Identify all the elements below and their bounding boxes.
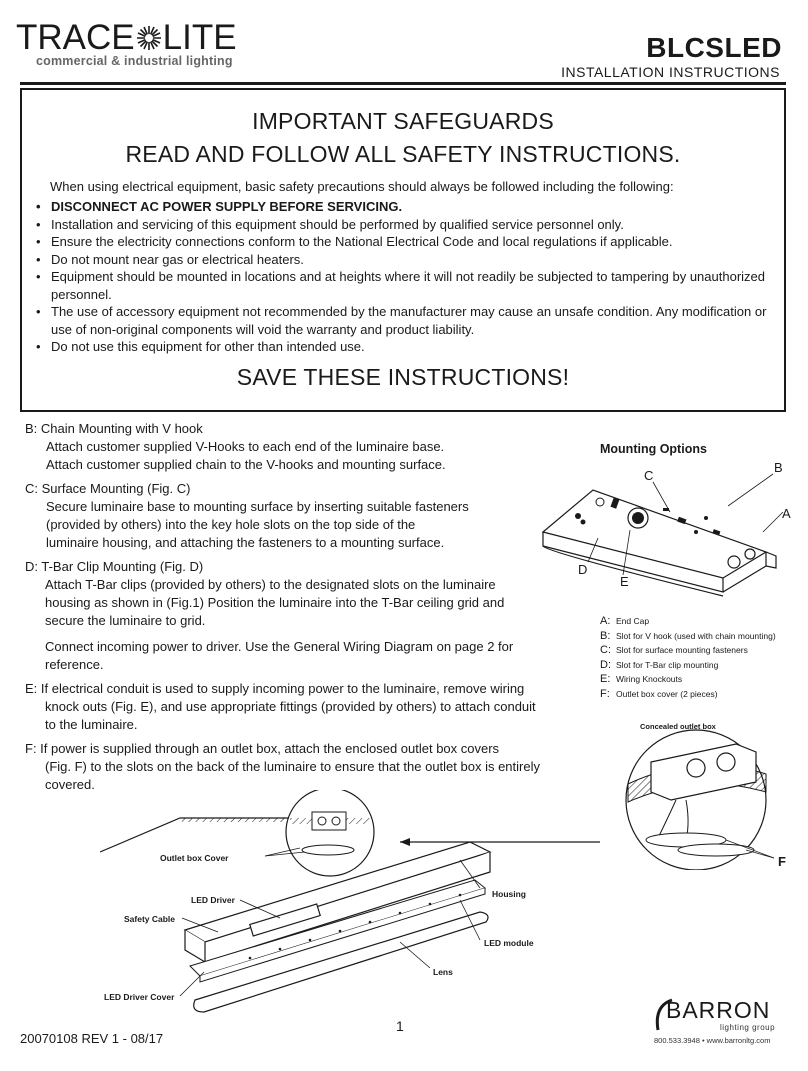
label-outlet-box-cover: Outlet box Cover <box>160 853 229 863</box>
brand-right: LITE <box>162 18 237 57</box>
document-type: INSTALLATION INSTRUCTIONS <box>561 64 780 80</box>
safeguards-intro: When using electrical equipment, basic safety precautions should always be followed including the following: <box>50 179 674 194</box>
section-c-line: (provided by others) into the key hole slots on the top side of the <box>46 517 416 532</box>
section-b <box>25 420 595 474</box>
concealed-outlet-box-label: Concealed outlet box <box>640 722 716 731</box>
section-c-title: C: Surface Mounting (Fig. C) <box>25 481 191 496</box>
label-lens: Lens <box>433 967 453 977</box>
section-e <box>25 680 595 734</box>
mounting-legend <box>600 614 776 701</box>
callout-e: E <box>620 574 629 589</box>
company-subtitle: lighting group <box>720 1023 776 1032</box>
callout-c: C <box>644 468 654 483</box>
safeguards-title: IMPORTANT SAFEGUARDS <box>252 108 554 134</box>
mounting-instructions <box>25 420 595 800</box>
page-number: 1 <box>396 1018 404 1034</box>
callout-d: D <box>578 562 588 577</box>
section-c <box>25 480 595 552</box>
safeguard-item: • Do not use this equipment for other than intended use. <box>36 338 776 356</box>
section-e-line: to the luminaire. <box>45 717 138 732</box>
model-number: BLCSLED <box>646 32 782 63</box>
company-name: BARRON <box>666 997 771 1023</box>
section-e-line: knock outs (Fig. E), and use appropriate fittings (provided by others) to attach conduit <box>45 699 536 714</box>
legend-item: A: End Cap <box>600 615 650 627</box>
legend-item: D: Slot for T-Bar clip mounting <box>600 658 719 671</box>
safeguard-item: • Do not mount near gas or electrical heaters. <box>36 251 776 269</box>
label-led-driver-cover: LED Driver Cover <box>104 992 175 1002</box>
section-b-title: B: Chain Mounting with V hook <box>25 421 203 436</box>
section-d-line: secure the luminaire to grid. <box>45 613 206 628</box>
brand-logo <box>16 20 256 68</box>
mounting-options-title: Mounting Options <box>600 442 707 456</box>
contact-info: 800.533.3948 • www.barronltg.com <box>654 1036 771 1045</box>
section-d-line: reference. <box>45 657 104 672</box>
label-led-module: LED module <box>484 938 534 948</box>
safeguards-list <box>36 198 776 356</box>
starburst-icon <box>136 25 162 51</box>
section-d-title: D: T-Bar Clip Mounting (Fig. D) <box>25 559 204 574</box>
section-f-line: covered. <box>45 777 95 792</box>
safeguard-item: • DISCONNECT AC POWER SUPPLY BEFORE SERVICING. <box>36 198 776 216</box>
label-safety-cable: Safety Cable <box>124 914 176 924</box>
label-housing: Housing <box>492 889 526 899</box>
brand-wordmark <box>16 20 256 56</box>
label-led-driver: LED Driver <box>191 895 235 905</box>
section-e-line: E: If electrical conduit is used to supply incoming power to the luminaire, remove wiring <box>25 681 525 696</box>
safeguard-item: • Equipment should be mounted in locations and at heights where it will not readily be subjected to tampering by unauthorized personnel. <box>36 268 776 303</box>
legend-item: C: Slot for surface mounting fasteners <box>600 644 748 656</box>
section-d-line: Connect incoming power to driver. Use the General Wiring Diagram on page 2 for <box>45 639 514 654</box>
section-d-line: Attach T-Bar clips (provided by others) to the designated slots on the luminaire <box>45 577 496 592</box>
safeguard-item: • Ensure the electricity connections conform to the National Electrical Code and local regulations if applicable. <box>36 233 776 251</box>
brand-tagline: commercial & industrial lighting <box>36 54 233 68</box>
header-divider <box>20 82 786 85</box>
section-c-line: luminaire housing, and attaching the fasteners to a mounting surface. <box>46 535 445 550</box>
safeguards-subtitle: READ AND FOLLOW ALL SAFETY INSTRUCTIONS. <box>125 141 681 167</box>
brand-left: TRACE <box>16 18 135 57</box>
section-d <box>25 558 595 674</box>
legend-item: E: Wiring Knockouts <box>600 673 683 685</box>
section-b-line: Attach customer supplied V-Hooks to each end of the luminaire base. <box>46 439 445 454</box>
exploded-assembly-diagram <box>100 790 620 1020</box>
section-c-line: Secure luminaire base to mounting surface by inserting suitable fasteners <box>46 499 469 514</box>
safeguards-box <box>20 88 786 412</box>
section-f-line: (Fig. F) to the slots on the back of the luminaire to ensure that the outlet box is entirely <box>45 759 540 774</box>
section-f-line: F: If power is supplied through an outlet box, attach the enclosed outlet box covers <box>25 741 500 756</box>
save-instructions-heading: SAVE THESE INSTRUCTIONS! <box>236 364 570 390</box>
callout-f: F <box>778 854 786 869</box>
mounting-options-diagram <box>538 460 798 600</box>
safeguard-item: • The use of accessory equipment not recommended by the manufacturer may cause an unsafe condition. Any modification or use of non-original components will void the warranty and product liability. <box>36 303 776 338</box>
section-f <box>25 740 595 794</box>
section-b-line: Attach customer supplied chain to the V-hooks and mounting surface. <box>46 457 446 472</box>
legend-item: B: Slot for V hook (used with chain mounting) <box>600 629 776 642</box>
legend-item: F: Outlet box cover (2 pieces) <box>600 687 718 700</box>
callout-b: B <box>774 460 783 475</box>
section-d-line: housing as shown in (Fig.1) Position the luminaire into the T-Bar ceiling grid and <box>45 595 505 610</box>
safeguard-item: • Installation and servicing of this equipment should be performed by qualified service personnel only. <box>36 216 776 234</box>
document-number: 20070108 REV 1 - 08/17 <box>20 1031 164 1046</box>
outlet-box-detail <box>596 722 796 870</box>
callout-a: A <box>782 506 791 521</box>
